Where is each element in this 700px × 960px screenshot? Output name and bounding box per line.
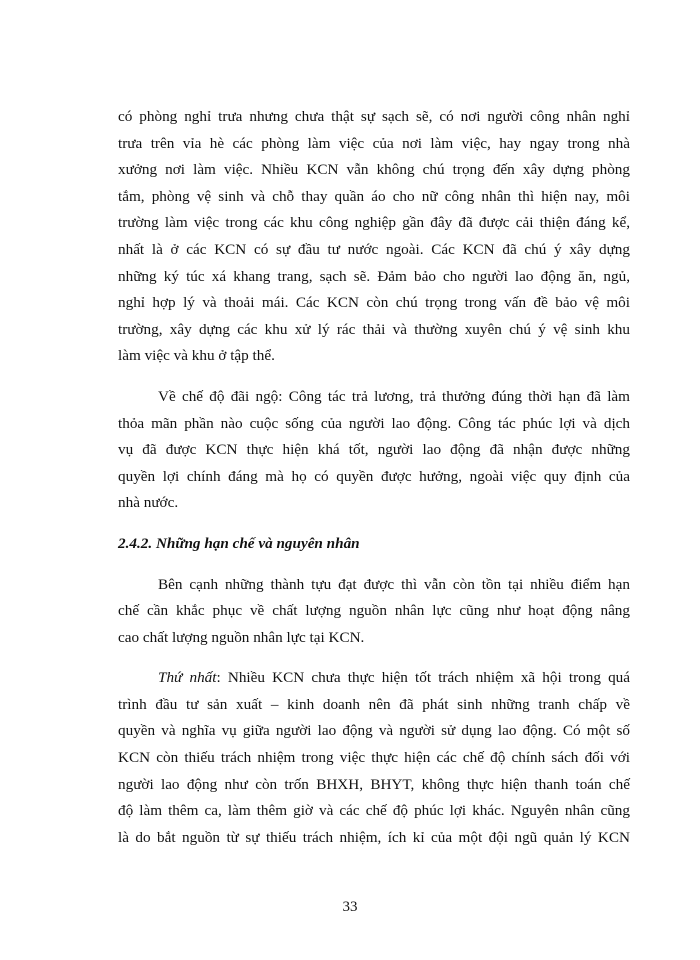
- text-line: độ làm thêm ca, làm thêm giờ và các chế độ phúc lợi khác. Nguyên nhân cũng: [118, 802, 630, 820]
- text-line: KCN còn thiếu trách nhiệm trong việc thực hiện các chế độ chính sách đối với: [118, 749, 630, 767]
- paragraph-limitations-intro: [118, 572, 630, 652]
- text-line: trường, xây dựng các khu xử lý rác thải và thường xuyên chú ý vệ sinh khu: [118, 320, 630, 338]
- text-line: vụ đã được KCN thực hiện khá tốt, người lao động đã nhận được những: [118, 441, 630, 459]
- text-line: tắm, phòng vệ sinh và chỗ thay quần áo cho nữ công nhân thì hiện nay, môi: [118, 187, 630, 205]
- text-line: là do bắt nguồn từ sự thiếu trách nhiệm, ích kỉ của một đội ngũ quản lý KCN: [118, 828, 630, 846]
- page-number: 33: [342, 899, 358, 915]
- text-line: trường làm việc trong các khu công nghiệp gần đây đã được cải thiện đáng kể,: [118, 214, 630, 232]
- text-line: nhất là ở các KCN có sự đầu tư nước ngoài. Các KCN đã chú ý xây dựng: [118, 240, 630, 258]
- text-line: làm việc và khu ở tập thể.: [118, 347, 275, 365]
- text-line: trưa trên vỉa hè các phòng làm việc của nơi làm việc, hay ngay trong nhà: [118, 134, 630, 152]
- body-text: [118, 104, 630, 851]
- text-line: nhà nước.: [118, 494, 179, 512]
- text-line: quyền và nghĩa vụ giữa người lao động và người sử dụng lao động. Có một số: [118, 722, 630, 740]
- text-line: chế cần khắc phục về chất lượng nguồn nhân lực cũng như hoạt động nâng: [118, 602, 630, 620]
- text-line: Về chế độ đãi ngộ: Công tác trả lương, trả thưởng đúng thời hạn đã làm: [158, 387, 630, 405]
- lead-continuation: : Nhiều KCN chưa thực hiện tốt trách nhiệm xã hội trong quá: [216, 669, 631, 687]
- text-line: người lao động như còn trốn BHXH, BHYT, không thực hiện thanh toán chế: [118, 775, 630, 793]
- text-line: trình đầu tư sản xuất – kinh doanh nên đã phát sinh những tranh chấp về: [118, 695, 630, 713]
- text-line: nghỉ hợp lý và thoải mái. Các KCN còn chú trọng trong vấn đề bảo vệ môi: [118, 294, 630, 312]
- paragraph-work-environment: [118, 104, 630, 370]
- text-line: Bên cạnh những thành tựu đạt được thì vẫn còn tồn tại nhiều điểm hạn: [158, 575, 630, 593]
- text-line: quyền lợi chính đáng mà họ có quyền được hưởng, ngoài việc quy định của: [118, 467, 630, 485]
- paragraph-compensation: [118, 384, 630, 517]
- text-line: [118, 665, 630, 692]
- text-line: thỏa mãn phần nào cuộc sống của người lao động. Công tác phúc lợi và dịch: [118, 414, 630, 432]
- lead-term: Thứ nhất: [158, 669, 217, 687]
- text-line: có phòng nghỉ trưa nhưng chưa thật sự sạch sẽ, có nơi người công nhân nghỉ: [118, 108, 630, 125]
- text-line: cao chất lượng nguồn nhân lực tại KCN.: [118, 628, 365, 646]
- section-heading: 2.4.2. Những hạn chế và nguyên nhân: [118, 534, 360, 552]
- text-line: xưởng nơi làm việc. Nhiều KCN vẫn không chú trọng đến xây dựng phòng: [118, 161, 630, 179]
- paragraph-first-limitation: [118, 665, 630, 851]
- text-line: những ký túc xá khang trang, sạch sẽ. Đảm bảo cho người lao động ăn, ngủ,: [118, 267, 630, 285]
